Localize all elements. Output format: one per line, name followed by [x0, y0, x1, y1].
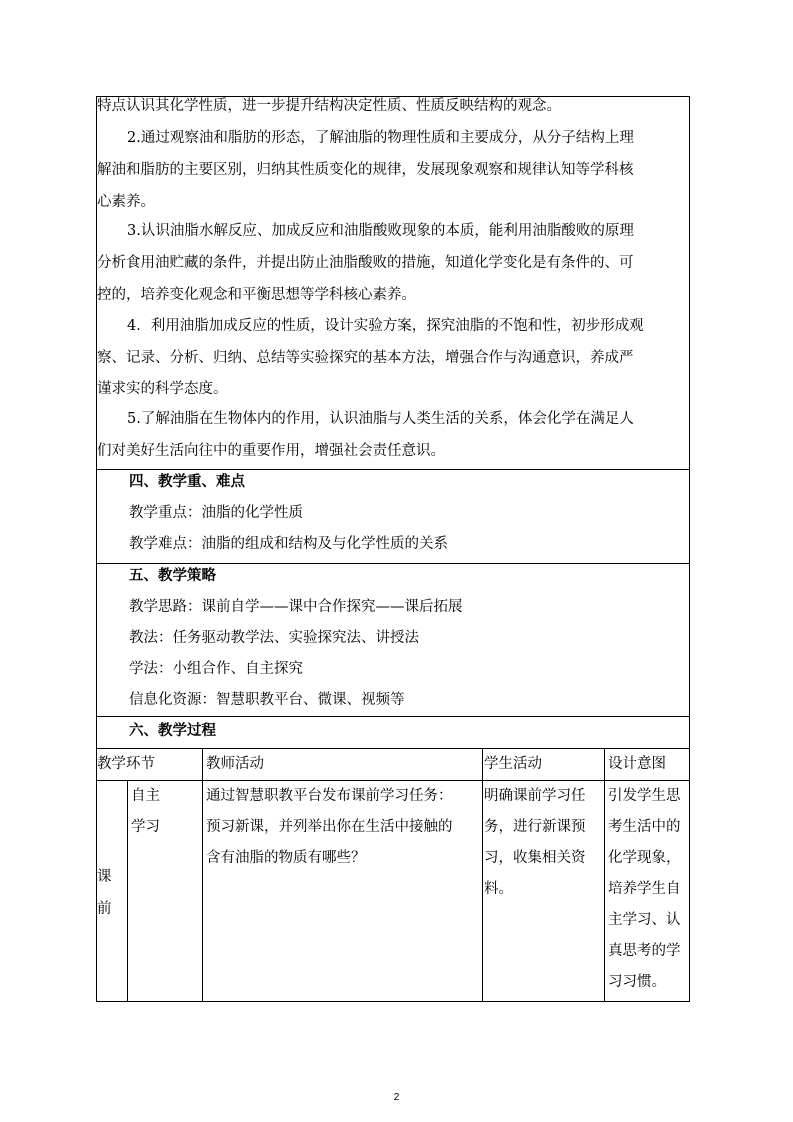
section-heading-strategy: 五、教学策略	[129, 567, 216, 584]
design-intent: 考生活中的	[608, 819, 681, 835]
teacher-activity: 含有油脂的物质有哪些？	[206, 850, 366, 866]
goals-line: 3.认识油脂水解反应、加成反应和油脂酸败现象的本质，能利用油脂酸败的原理	[127, 223, 634, 239]
row-divider	[96, 469, 690, 470]
design-intent: 习习惯。	[608, 974, 666, 990]
goals-line: 4．利用油脂加成反应的性质，设计实验方案，探究油脂的不饱和性，初步形成观	[127, 318, 644, 334]
goals-line: 特点认识其化学性质，进一步提升结构决定性质、性质反映结构的观念。	[97, 98, 561, 114]
difficult-point: 教学难点：油脂的组成和结构及与化学性质的关系	[129, 536, 448, 552]
column-header: 教师活动	[206, 756, 264, 772]
row-divider	[96, 748, 690, 749]
goals-line: 2.通过观察油和脂肪的形态，了解油脂的物理性质和主要成分，从分子结构上理	[127, 130, 634, 146]
row-divider	[96, 780, 690, 781]
col-divider	[202, 748, 203, 1002]
goals-line: 谨求实的科学态度。	[97, 381, 228, 397]
goals-line: 们对美好生活向往中的重要作用，增强社会责任意识。	[97, 443, 445, 459]
column-header: 教学环节	[97, 756, 155, 772]
row-divider	[96, 563, 690, 564]
strategy-item: 信息化资源：智慧职教平台、微课、视频等	[129, 692, 405, 708]
design-intent: 主学习、认	[608, 912, 681, 928]
goals-line: 5.了解油脂在生物体内的作用，认识油脂与人类生活的关系，体会化学在满足人	[127, 411, 634, 427]
col-divider	[604, 748, 605, 1002]
row-divider	[96, 716, 690, 717]
goals-line: 分析食用油贮藏的条件，并提出防止油脂酸败的措施，知道化学变化是有条件的、可	[97, 255, 634, 271]
important-point: 教学重点：油脂的化学性质	[129, 505, 303, 521]
goals-line: 察、记录、分析、归纳、总结等实验探究的基本方法，增强合作与沟通意识，养成严	[97, 350, 634, 366]
strategy-item: 教法：任务驱动教学法、实验探究法、讲授法	[129, 630, 419, 646]
teacher-activity: 通过智慧职教平台发布课前学习任务：	[206, 788, 453, 804]
column-header: 设计意图	[608, 756, 666, 772]
goals-line: 控的，培养变化观念和平衡思想等学科核心素养。	[97, 287, 416, 303]
col-divider	[127, 780, 128, 1002]
stage-label: 前	[97, 901, 112, 917]
student-activity: 料。	[484, 881, 513, 897]
sub-stage-label: 学习	[131, 819, 160, 835]
strategy-item: 学法：小组合作、自主探究	[129, 661, 303, 677]
student-activity: 明确课前学习任	[484, 788, 586, 804]
design-intent: 培养学生自	[608, 881, 681, 897]
goals-line: 心素养。	[97, 194, 155, 210]
strategy-item: 教学思路：课前自学——课中合作探究——课后拓展	[129, 599, 463, 615]
section-heading-process: 六、教学过程	[129, 722, 216, 739]
col-divider	[482, 748, 483, 1002]
column-header: 学生活动	[484, 756, 542, 772]
design-intent: 化学现象，	[608, 850, 681, 866]
design-intent: 真思考的学	[608, 943, 681, 959]
teacher-activity: 预习新课，并列举出你在生活中接触的	[206, 819, 453, 835]
page-number: 2	[393, 1092, 400, 1103]
student-activity: 习，收集相关资	[484, 850, 586, 866]
sub-stage-label: 自主	[131, 788, 160, 804]
stage-label: 课	[97, 869, 112, 885]
goals-line: 解油和脂肪的主要区别，归纳其性质变化的规律，发展现象观察和规律认知等学科核	[97, 162, 634, 178]
section-heading-key-points: 四、教学重、难点	[129, 473, 245, 490]
design-intent: 引发学生思	[608, 788, 681, 804]
student-activity: 务，进行新课预	[484, 819, 586, 835]
